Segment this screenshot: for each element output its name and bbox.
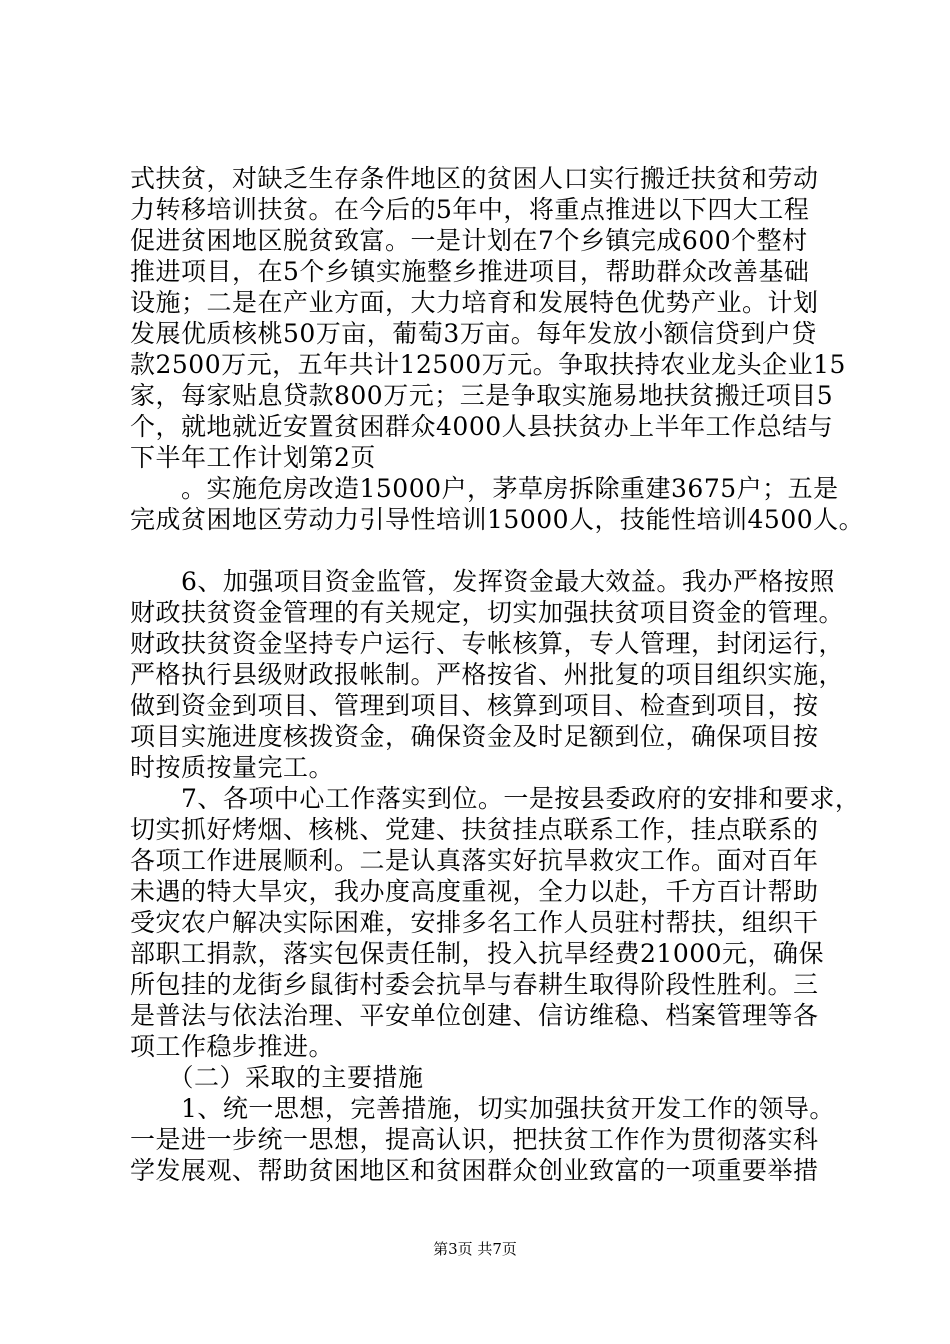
text-line: 7、各项中心工作落实到位。一是按县委政府的安排和要求， [130,784,861,813]
text-line: 各项工作进展顺利。二是认真落实好抗旱救灾工作。面对百年 [130,846,819,875]
text-line: 6、加强项目资金监管，发挥资金最大效益。我办严格按照 [130,567,835,596]
text-line: 受灾农户解决实际困难，安排多名工作人员驻村帮扶，组织干 [130,908,819,937]
text-line: 完成贫困地区劳动力引导性培训15000人，技能性培训4500人。 [130,505,865,534]
text-line: 切实抓好烤烟、核桃、党建、扶贫挂点联系工作，挂点联系的 [130,815,819,844]
text-line: 严格执行县级财政报帐制。严格按省、州批复的项目组织实施， [130,660,845,689]
text-line: 时按质按量完工。 [130,753,335,782]
text-line: 下半年工作计划第2页 [130,443,376,472]
text-line: 1、统一思想，完善措施，切实加强扶贫开发工作的领导。 [130,1094,835,1123]
text-line: 设施；二是在产业方面，大力培育和发展特色优势产业。计划 [130,288,819,317]
text-line: 财政扶贫资金管理的有关规定，切实加强扶贫项目资金的管理。 [130,598,845,627]
text-line: 式扶贫，对缺乏生存条件地区的贫困人口实行搬迁扶贫和劳动 [130,164,819,193]
text-line: 推进项目，在5个乡镇实施整乡推进项目，帮助群众改善基础 [130,257,810,286]
page-footer: 第3页 共7页 [433,1240,517,1258]
text-line: 部职工捐款，落实包保责任制，投入抗旱经费21000元，确保 [130,939,825,968]
text-line: 财政扶贫资金坚持专户运行、专帐核算，专人管理，封闭运行， [130,629,845,658]
text-line: 是普法与依法治理、平安单位创建、信访维稳、档案管理等各 [130,1001,819,1030]
text-line: 做到资金到项目、管理到项目、核算到项目、检查到项目，按 [130,691,819,720]
text-line: 项工作稳步推进。 [130,1032,335,1061]
text-line: 个，就地就近安置贫困群众4000人县扶贫办上半年工作总结与 [130,412,834,441]
text-line: 所包挂的龙街乡鼠街村委会抗旱与春耕生取得阶段性胜利。三 [130,970,819,999]
text-line: 款2500万元，五年共计12500万元。争取扶持农业龙头企业15 [130,350,846,379]
text-line: （二）采取的主要措施 [130,1063,424,1092]
text-line: 项目实施进度核拨资金，确保资金及时足额到位，确保项目按 [130,722,819,751]
text-line: 学发展观、帮助贫困地区和贫困群众创业致富的一项重要举措 [130,1156,819,1185]
text-line: 。实施危房改造15000户，茅草房拆除重建3675户；五是 [130,474,839,503]
text-line: 未遇的特大旱灾，我办度高度重视，全力以赴，千方百计帮助 [130,877,819,906]
text-line: 发展优质核桃50万亩，葡萄3万亩。每年发放小额信贷到户贷 [130,319,817,348]
text-line: 家，每家贴息贷款800万元；三是争取实施易地扶贫搬迁项目5 [130,381,834,410]
text-line: 力转移培训扶贫。在今后的5年中，将重点推进以下四大工程 [130,195,810,224]
text-line: 促进贫困地区脱贫致富。一是计划在7个乡镇完成600个整村 [130,226,808,255]
text-line: 一是进一步统一思想，提高认识，把扶贫工作作为贯彻落实科 [130,1125,819,1154]
